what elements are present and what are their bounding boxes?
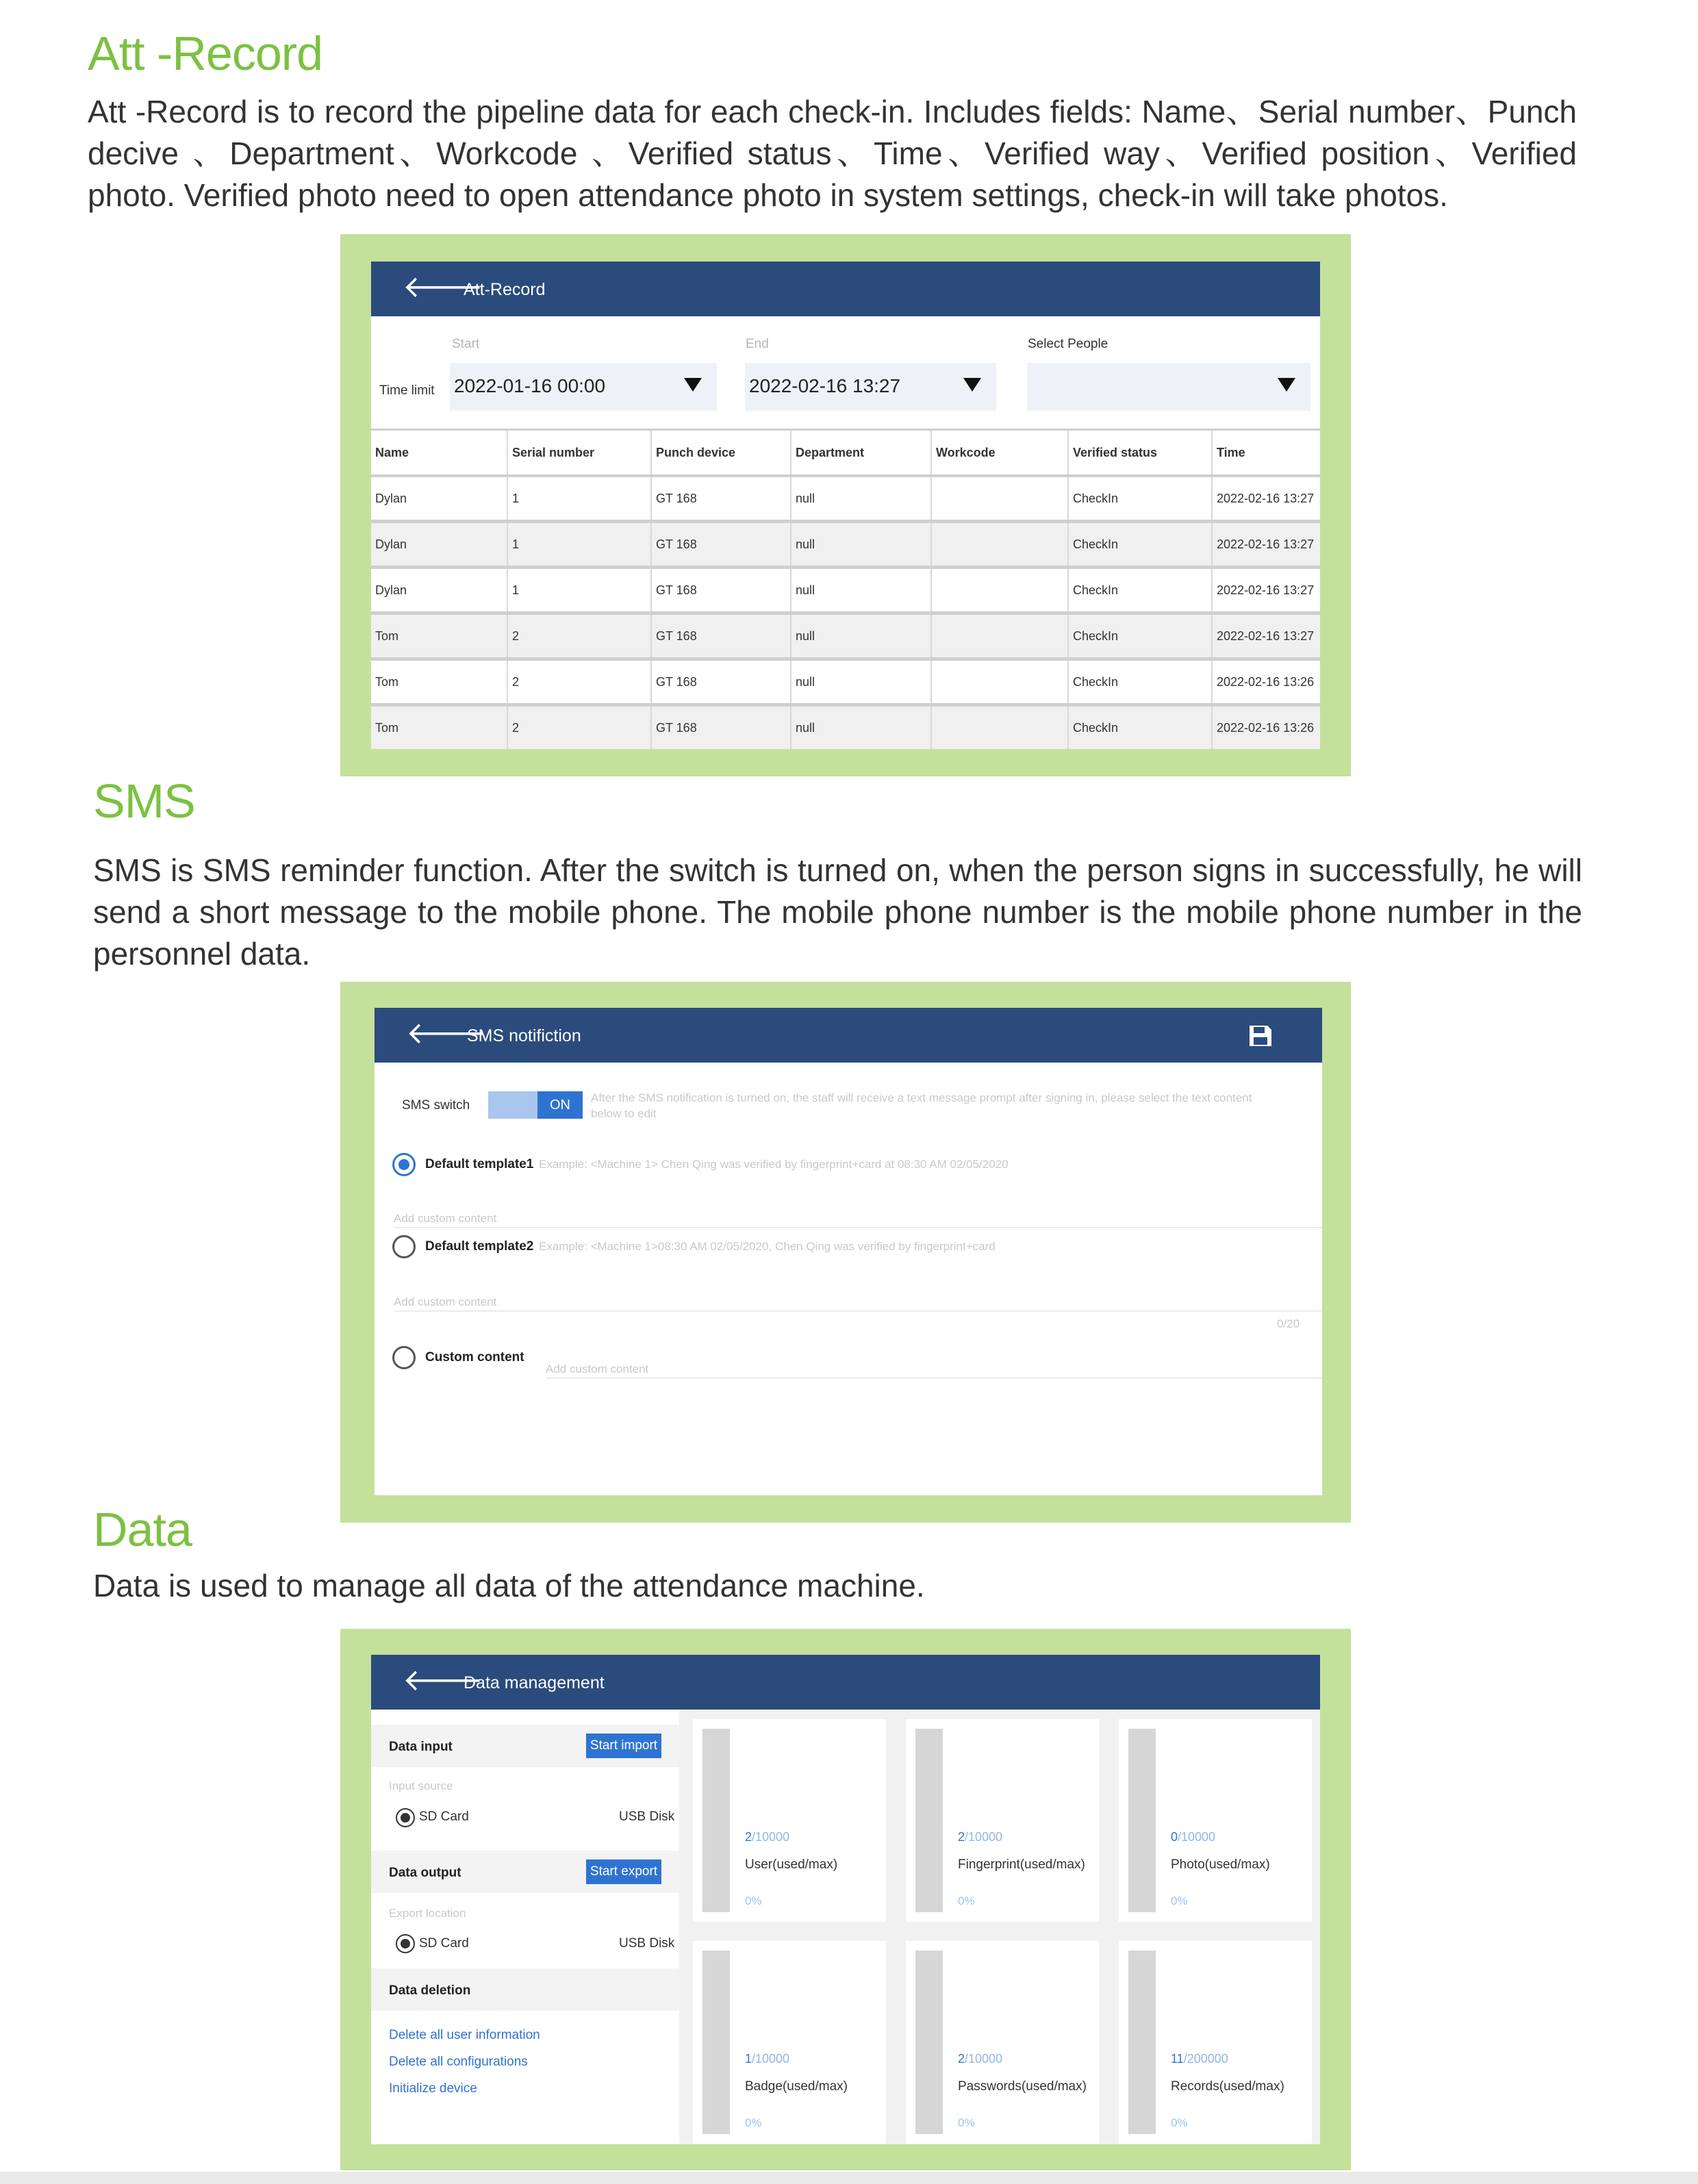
start-date-dropdown[interactable] (450, 363, 717, 411)
usage-used: 0 (1171, 1830, 1178, 1844)
usage-max: /10000 (752, 2052, 790, 2066)
usage-card (693, 1719, 886, 1922)
table-cell: CheckIn (1068, 659, 1212, 705)
template1-radio[interactable] (392, 1153, 416, 1176)
usage-name: Badge(used/max) (745, 2079, 848, 2094)
template2-label: Default template2 (425, 1239, 534, 1254)
usage-count (1171, 1830, 1215, 1844)
output-sd-card-radio[interactable] (396, 1934, 415, 1953)
column-header[interactable]: Serial number (507, 430, 651, 477)
sms-description: SMS is SMS reminder function. After the switch is turned on, when the person signs in successfully, he will send a short message to the mobile phone. The mobile phone number is the mobile phone number in the personnel data. (93, 852, 1582, 972)
usage-percent: 0% (958, 2116, 975, 2129)
usage-name: User(used/max) (745, 1857, 838, 1872)
sms-title: SMS notifiction (467, 1026, 581, 1045)
att-record-heading: Att -Record (88, 27, 322, 80)
dropdown-arrow-icon (1278, 378, 1295, 392)
usage-percent: 0% (1171, 1894, 1188, 1907)
column-header[interactable]: Time (1212, 430, 1320, 477)
time-limit-label: Time limit (379, 383, 435, 398)
back-arrow-icon[interactable]: 🡐 (406, 1017, 487, 1050)
export-location-label: Export location (389, 1907, 466, 1920)
table-row[interactable] (371, 659, 1320, 705)
dropdown-arrow-icon (963, 378, 981, 392)
usage-used: 2 (958, 1830, 965, 1844)
custom-content-underline (546, 1377, 1322, 1379)
sms-heading: SMS (93, 774, 195, 828)
custom-content-label: Custom content (425, 1350, 524, 1364)
table-cell (931, 705, 1068, 750)
template2-input-underline (394, 1310, 1322, 1312)
usage-name: Fingerprint(used/max) (958, 1857, 1085, 1872)
custom-content-input[interactable]: Add custom content (546, 1362, 649, 1375)
table-header-row (371, 430, 1320, 477)
template1-input-underline (394, 1227, 1322, 1228)
table-cell: CheckIn (1068, 568, 1212, 613)
usage-count (1171, 2052, 1228, 2066)
table-cell: Tom (371, 659, 507, 705)
end-label: End (746, 337, 769, 351)
template2-custom-input[interactable]: Add custom content (394, 1295, 497, 1308)
att-record-screen (371, 262, 1320, 749)
sms-switch-hint: After the SMS notification is turned on, the staff will receive a text message prompt after signing in, please select the text content below to edit (591, 1091, 1252, 1120)
table-cell: 2 (507, 705, 651, 750)
table-cell: 1 (507, 568, 651, 613)
custom-content-radio[interactable] (392, 1346, 416, 1369)
table-cell: 2022-02-16 13:27 (1212, 522, 1320, 568)
table-cell: GT 168 (651, 705, 791, 750)
data-description: Data is used to manage all data of the attendance machine. (93, 1568, 925, 1603)
usage-max: /10000 (965, 1830, 1003, 1844)
table-cell: Dylan (371, 522, 507, 568)
template1-example: Example: <Machine 1> Chen Qing was verified by fingerprint+card at 08:30 AM 02/05/2020 (539, 1158, 1009, 1171)
usage-bar (1128, 1951, 1156, 2134)
att-record-table (371, 429, 1320, 749)
data-input-title: Data input (389, 1740, 453, 1754)
table-cell: GT 168 (651, 568, 791, 613)
end-date-dropdown[interactable] (745, 363, 996, 411)
character-count: 0/20 (1277, 1317, 1300, 1330)
table-cell: 2022-02-16 13:27 (1212, 476, 1320, 522)
table-cell (931, 613, 1068, 659)
back-arrow-icon[interactable]: 🡐 (403, 1664, 483, 1697)
output-sd-card-label: SD Card (419, 1936, 469, 1951)
table-cell: CheckIn (1068, 522, 1212, 568)
table-row[interactable] (371, 568, 1320, 613)
usage-count (958, 1830, 1002, 1844)
usage-max: /10000 (965, 2052, 1003, 2066)
usage-max: /10000 (1178, 1830, 1216, 1844)
usage-count (745, 1830, 789, 1844)
usage-max: /200000 (1183, 2052, 1228, 2066)
table-cell: 1 (507, 522, 651, 568)
column-header[interactable]: Punch device (651, 430, 791, 477)
page-bottom-edge (0, 2172, 1698, 2184)
sms-switch-label: SMS switch (402, 1098, 470, 1113)
sms-screen (375, 1008, 1322, 1495)
usage-bar (915, 1729, 943, 1912)
usage-bar (702, 1951, 730, 2134)
table-cell: GT 168 (651, 613, 791, 659)
table-cell: CheckIn (1068, 476, 1212, 522)
start-import-button[interactable]: Start import (586, 1734, 661, 1758)
table-cell: GT 168 (651, 659, 791, 705)
table-cell: null (791, 568, 931, 613)
table-cell: 2 (507, 613, 651, 659)
template1-label: Default template1 (425, 1157, 534, 1171)
data-output-row (371, 1851, 679, 1893)
column-header[interactable]: Name (371, 430, 507, 477)
table-cell: Tom (371, 613, 507, 659)
dropdown-arrow-icon (684, 378, 702, 392)
table-cell: Tom (371, 705, 507, 750)
table-cell: 2 (507, 659, 651, 705)
delete-all-configurations-link[interactable]: Delete all configurations (389, 2055, 528, 2069)
end-date-value: 2022-02-16 13:27 (749, 375, 901, 396)
usage-used: 11 (1171, 2052, 1184, 2066)
back-arrow-icon[interactable]: 🡐 (403, 270, 483, 304)
table-cell: null (791, 476, 931, 522)
table-cell: GT 168 (651, 476, 791, 522)
table-cell: null (791, 522, 931, 568)
output-usb-disk-option[interactable]: USB Disk (619, 1936, 675, 1951)
table-cell: 2022-02-16 13:27 (1212, 568, 1320, 613)
att-record-description: Att -Record is to record the pipeline data for each check-in. Includes fields: Name、Serial number、Punch decive 、Department、Workcode 、Verified status、Time、Verified way、Verified position、Verified photo. Verified photo need to open attendance photo in system settings, check-in will take photos. (88, 94, 1577, 213)
table-cell (931, 568, 1068, 613)
table-cell: GT 168 (651, 522, 791, 568)
usage-used: 2 (745, 1830, 752, 1844)
usage-count (958, 2052, 1002, 2066)
usage-name: Records(used/max) (1171, 2079, 1284, 2094)
table-cell (931, 659, 1068, 705)
start-label: Start (452, 337, 480, 351)
input-usb-disk-option[interactable]: USB Disk (619, 1810, 675, 1824)
sms-switch-toggle[interactable] (488, 1091, 583, 1119)
data-appbar (371, 1655, 1320, 1710)
template2-radio[interactable] (392, 1235, 416, 1258)
table-cell: null (791, 705, 931, 750)
data-left-panel (371, 1710, 679, 2144)
data-deletion-row (371, 1968, 679, 2011)
data-input-row (371, 1725, 679, 1767)
start-date-value: 2022-01-16 00:00 (454, 375, 606, 396)
usage-card (906, 1719, 1099, 1922)
table-cell: CheckIn (1068, 705, 1212, 750)
usage-used: 1 (745, 2052, 752, 2066)
data-frame (340, 1629, 1351, 2170)
template1-custom-input[interactable]: Add custom content (394, 1212, 497, 1225)
delete-all-users-link[interactable]: Delete all user information (389, 2028, 540, 2042)
table-cell: Dylan (371, 476, 507, 522)
usage-count (745, 2052, 789, 2066)
data-deletion-title: Data deletion (389, 1983, 471, 1998)
usage-max: /10000 (752, 1830, 790, 1844)
select-people-dropdown[interactable] (1027, 363, 1310, 411)
table-cell: 1 (507, 476, 651, 522)
input-source-label: Input source (389, 1779, 453, 1792)
column-header[interactable]: Verified status (1068, 430, 1212, 477)
column-header[interactable]: Department (791, 430, 931, 477)
initialize-device-link[interactable]: Initialize device (389, 2081, 477, 2096)
att-record-appbar (371, 262, 1320, 316)
usage-bar (1128, 1729, 1156, 1912)
usage-percent: 0% (958, 1894, 975, 1907)
template2-example: Example: <Machine 1>08:30 AM 02/05/2020, Chen Qing was verified by fingerprint+card (539, 1240, 996, 1253)
save-icon[interactable] (1248, 1024, 1273, 1047)
table-cell: 2022-02-16 13:26 (1212, 659, 1320, 705)
table-cell: null (791, 659, 931, 705)
usage-percent: 0% (745, 1894, 762, 1907)
data-title: Data management (464, 1673, 605, 1692)
usage-used: 2 (958, 2052, 965, 2066)
data-screen (371, 1655, 1320, 2144)
start-export-button[interactable]: Start export (586, 1859, 661, 1884)
table-cell: null (791, 613, 931, 659)
att-record-title: Att-Record (464, 280, 546, 299)
usage-name: Passwords(used/max) (958, 2079, 1087, 2094)
column-header[interactable]: Workcode (931, 430, 1068, 477)
usage-card (906, 1941, 1099, 2144)
sms-switch-state: ON (537, 1091, 583, 1119)
table-row[interactable] (371, 705, 1320, 750)
att-record-frame (340, 234, 1351, 776)
usage-bar (915, 1951, 943, 2134)
usage-percent: 0% (1171, 2116, 1188, 2129)
usage-name: Photo(used/max) (1171, 1857, 1270, 1872)
usage-bar (702, 1729, 730, 1912)
table-cell: CheckIn (1068, 613, 1212, 659)
usage-card (1119, 1941, 1312, 2144)
input-sd-card-label: SD Card (419, 1810, 469, 1824)
select-people-label: Select People (1028, 337, 1108, 351)
usage-card (693, 1941, 886, 2144)
table-cell (931, 522, 1068, 568)
sms-frame (340, 982, 1351, 1523)
data-output-title: Data output (389, 1866, 461, 1880)
usage-card (1119, 1719, 1312, 1922)
usage-percent: 0% (745, 2116, 762, 2129)
table-row[interactable] (371, 522, 1320, 568)
table-row[interactable] (371, 476, 1320, 522)
table-cell: Dylan (371, 568, 507, 613)
input-sd-card-radio[interactable] (396, 1808, 415, 1827)
data-heading: Data (93, 1503, 192, 1556)
table-cell: 2022-02-16 13:27 (1212, 613, 1320, 659)
sms-appbar (375, 1008, 1322, 1063)
table-row[interactable] (371, 613, 1320, 659)
table-cell (931, 476, 1068, 522)
table-cell: 2022-02-16 13:26 (1212, 705, 1320, 750)
